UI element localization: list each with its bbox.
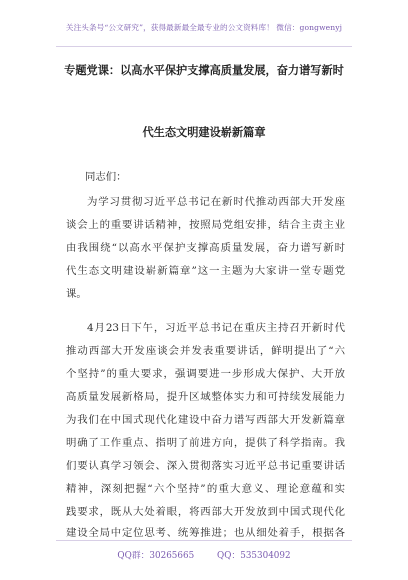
footer-divider <box>56 540 352 541</box>
body-line: 精神，深刻把握“六个坚持”的重大意义、理论意蕴和实 <box>66 483 345 495</box>
body-line: 们要认真学习领会、深入贯彻落实习近平总书记重要讲话 <box>66 460 345 472</box>
document-title-line-1: 专题党课：以高水平保护支撑高质量发展，奋力谱写新时 <box>64 63 344 77</box>
header-divider <box>56 46 352 47</box>
document-title-line-2: 代生态文明建设崭新篇章 <box>142 125 266 139</box>
body-line: 推动西部大开发座谈会并发表重要讲话，鲜明提出了“六 <box>66 345 345 357</box>
body-line: 践要求，既从大处着眼，将西部大开发放到中国式现代化 <box>66 506 345 518</box>
body-line: 由我围绕“以高水平保护支撑高质量发展，奋力谱写新时 <box>66 242 345 254</box>
body-line: 明确了工作重点、指明了前进方向，提供了科学指南。我 <box>66 437 345 449</box>
body-line: 高质量发展新格局，提升区域整体实力和可持续发展能力 <box>66 391 345 403</box>
salutation: 同志们： <box>85 171 127 183</box>
body-line: 为我们在中国式现代化建设中奋力谱写西部大开发新篇章 <box>66 414 345 426</box>
footer-qq-group: QQ群：30265665 <box>117 551 195 561</box>
body-line: 建设全局中定位思考、统筹推进；也从细处着手，根据各 <box>66 527 345 539</box>
footer-qq: QQ：535304092 <box>217 551 291 561</box>
body-line: 谈会上的重要讲话精神，按照局党组安排，结合主责主业 <box>66 219 345 231</box>
body-line: 4月23日下午，习近平总书记在重庆主持召开新时代 <box>87 322 345 334</box>
header-note: 关注头条号“公文研究”，获得最新最全最专业的公文资料库！ 微信：gongwenyj <box>65 23 343 32</box>
body-line: 个坚持”的重大要求，强调要进一步形成大保护、大开放 <box>66 368 345 380</box>
body-line: 课。 <box>66 288 87 300</box>
footer <box>0 548 408 561</box>
body-line: 为学习贯彻习近平总书记在新时代推动西部大开发座 <box>87 196 345 208</box>
body-line: 代生态文明建设崭新篇章”这一主题为大家讲一堂专题党 <box>66 265 345 277</box>
